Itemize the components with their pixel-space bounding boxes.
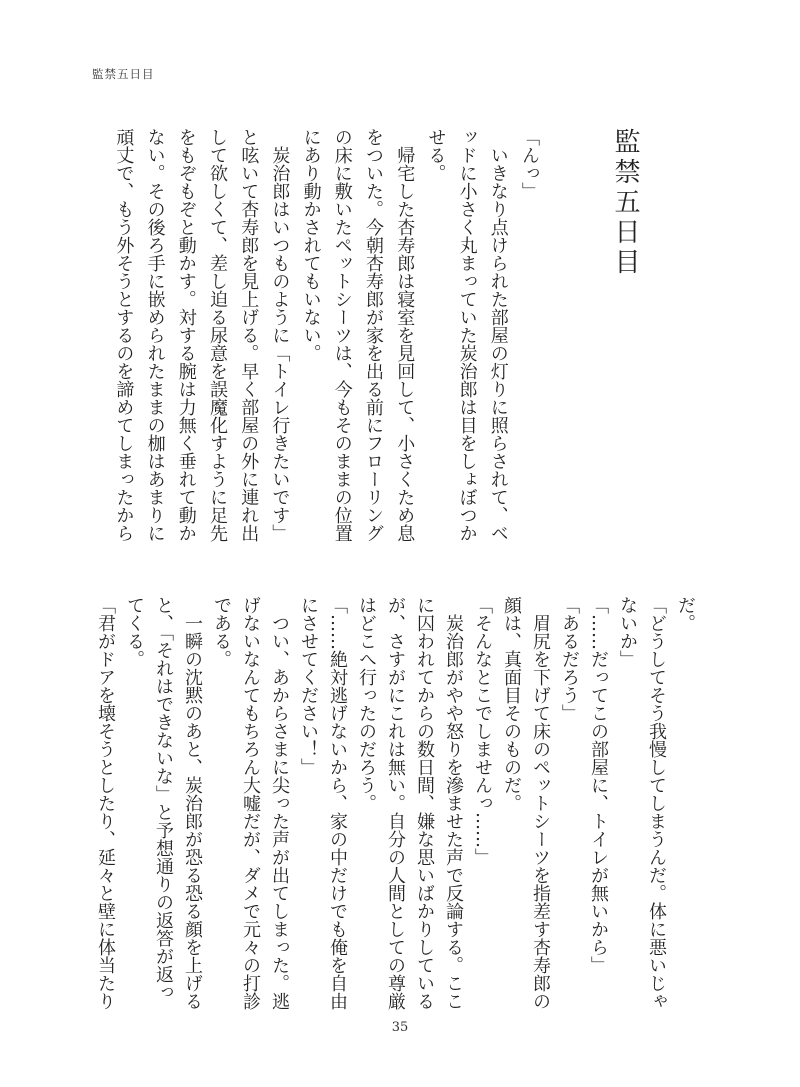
chapter-title: 監禁五日目: [610, 128, 640, 278]
page-number: 35: [391, 1020, 409, 1035]
text-column: にあり動かされてもいない。: [300, 128, 322, 362]
text-column: 「そんなとこでしませんっ……」: [472, 596, 493, 866]
text-column: 頑丈で、もう外そうとするのを諦めてしまったから: [113, 128, 135, 542]
text-column: をついた。今朝杏寿郎が家を出る前にフローリング: [363, 128, 384, 542]
text-column: 「んっ」: [519, 128, 540, 200]
text-column: である。: [211, 596, 232, 668]
text-column: が、さすがにこれは無い。自分の人間としての尊厳: [385, 596, 406, 1010]
running-header: 監禁五日目: [92, 67, 155, 81]
text-column: だ。: [675, 596, 696, 632]
text-column: 炭治郎はいつものように「トイレ行きたいです」: [269, 128, 291, 542]
text-column: 眉尻を下げて床のペットシーツを指差す杏寿郎の: [530, 596, 551, 1010]
text-column: せる。: [425, 128, 447, 182]
text-column: はどこへ行ったのだろう。: [356, 596, 377, 812]
text-column: にさせてください！」: [298, 596, 319, 776]
text-column: 顔は、真面目そのものだ。: [501, 596, 522, 812]
text-column: と、「それはできないな」と予想通りの返答が返っ: [153, 596, 174, 1001]
text-column: ないか」: [617, 596, 638, 668]
text-column: に囚われてからの数日間、嫌な思いばかりしている: [414, 596, 435, 1010]
text-column: 「あるだろう」: [559, 596, 580, 722]
text-column: 帰宅した杏寿郎は寝室を見回して、小さくため息: [394, 128, 416, 542]
text-column: 「どうしてそう我慢してしまうんだ。体に悪いじゃ: [646, 596, 667, 1010]
text-column: をもぞもぞと動かす。対する腕は力無く垂れて動か: [175, 128, 197, 542]
text-column: と呟いて杏寿郎を見上げる。早く部屋の外に連れ出: [238, 128, 260, 542]
text-column: ッドに小さく丸まっていた炭治郎は目をしょぼつか: [456, 128, 478, 542]
text-column: てくる。: [124, 596, 145, 668]
text-column: 一瞬の沈黙のあと、炭治郎が恐る恐る顔を上げる: [182, 596, 203, 1010]
text-column: いきなり点けられた部屋の灯りに照らされて、ベ: [487, 128, 509, 542]
text-column: 「……絶対逃げないから、家の中だけでも俺を自由: [327, 596, 348, 1010]
text-column: げないなんてもちろん大嘘だが、ダメで元々の打診: [240, 596, 261, 1010]
text-column: 「君がドアを壊そうとしたり、延々と壁に体当たり: [95, 596, 116, 1010]
text-column: 「……だってこの部屋に、トイレが無いから」: [588, 596, 609, 974]
text-column: ない。その後ろ手に嵌められたままの枷はあまりに: [144, 128, 166, 542]
text-column: 炭治郎がやや怒りを滲ませた声で反論する。ここ: [443, 596, 464, 1010]
text-column: つい、あからさまに尖った声が出てしまった。逃: [269, 596, 290, 1010]
text-column: して欲しくて、差し迫る尿意を誤魔化すように足先: [207, 128, 228, 542]
text-column: の床に敷いたペットシーツは、今もそのままの位置: [331, 128, 353, 542]
